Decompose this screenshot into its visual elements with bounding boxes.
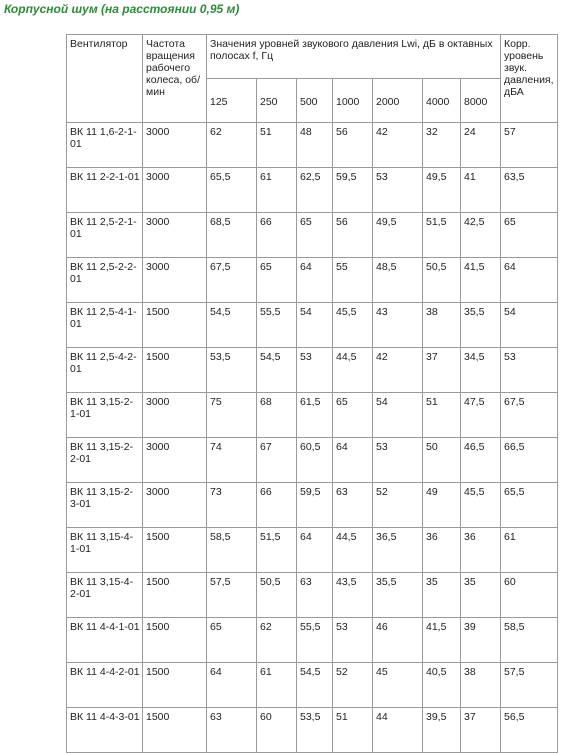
fan-model-cell: ВК 11 2,5-4-2-01 xyxy=(67,348,143,393)
level-cell: 53 xyxy=(297,348,333,393)
fan-model-cell: ВК 11 2,5-2-1-01 xyxy=(67,213,143,258)
level-cell: 47,5 xyxy=(461,393,501,438)
level-cell: 36,5 xyxy=(373,528,423,573)
dba-cell: 57,5 xyxy=(501,663,558,708)
level-cell: 41,5 xyxy=(461,258,501,303)
table-body xyxy=(67,123,558,753)
level-cell: 36 xyxy=(461,528,501,573)
noise-table xyxy=(66,34,558,753)
fan-model-cell: ВК 11 3,15-2-1-01 xyxy=(67,393,143,438)
level-cell: 65 xyxy=(257,258,297,303)
level-cell: 54,5 xyxy=(257,348,297,393)
header-freq: 500 xyxy=(297,79,333,123)
level-cell: 52 xyxy=(373,483,423,528)
level-cell: 51 xyxy=(257,123,297,168)
level-cell: 45,5 xyxy=(333,303,373,348)
level-cell: 53 xyxy=(373,168,423,213)
header-freq: 2000 xyxy=(373,79,423,123)
fan-model-cell: ВК 11 2,5-2-2-01 xyxy=(67,258,143,303)
level-cell: 44,5 xyxy=(333,348,373,393)
table-header xyxy=(67,35,558,123)
level-cell: 50,5 xyxy=(257,573,297,618)
level-cell: 54 xyxy=(297,303,333,348)
level-cell: 53,5 xyxy=(297,708,333,753)
level-cell: 49,5 xyxy=(423,168,461,213)
fan-model-cell: ВК 11 3,15-4-1-01 xyxy=(67,528,143,573)
level-cell: 53 xyxy=(333,618,373,663)
header-fan: Вентилятор xyxy=(67,35,143,123)
level-cell: 54,5 xyxy=(297,663,333,708)
dba-cell: 63,5 xyxy=(501,168,558,213)
fan-model-cell: ВК 11 4-4-3-01 xyxy=(67,708,143,753)
rpm-cell: 3000 xyxy=(143,123,207,168)
level-cell: 62,5 xyxy=(297,168,333,213)
level-cell: 60,5 xyxy=(297,438,333,483)
level-cell: 46 xyxy=(373,618,423,663)
dba-cell: 56,5 xyxy=(501,708,558,753)
table-row xyxy=(67,483,558,528)
level-cell: 65,5 xyxy=(207,168,257,213)
level-cell: 44,5 xyxy=(333,528,373,573)
level-cell: 42,5 xyxy=(461,213,501,258)
level-cell: 35 xyxy=(423,573,461,618)
level-cell: 74 xyxy=(207,438,257,483)
fan-model-cell: ВК 11 4-4-2-01 xyxy=(67,663,143,708)
level-cell: 65 xyxy=(297,213,333,258)
level-cell: 32 xyxy=(423,123,461,168)
dba-cell: 66,5 xyxy=(501,438,558,483)
level-cell: 37 xyxy=(423,348,461,393)
dba-cell: 65 xyxy=(501,213,558,258)
rpm-cell: 3000 xyxy=(143,393,207,438)
level-cell: 40,5 xyxy=(423,663,461,708)
level-cell: 49 xyxy=(423,483,461,528)
level-cell: 61 xyxy=(257,663,297,708)
level-cell: 36 xyxy=(423,528,461,573)
level-cell: 35,5 xyxy=(461,303,501,348)
dba-cell: 67,5 xyxy=(501,393,558,438)
level-cell: 66 xyxy=(257,213,297,258)
rpm-cell: 1500 xyxy=(143,618,207,663)
level-cell: 61,5 xyxy=(297,393,333,438)
header-levels: Значения уровней звукового давления Lwi, дБ в октавных полосах f, Гц xyxy=(207,35,501,79)
level-cell: 39,5 xyxy=(423,708,461,753)
level-cell: 65 xyxy=(333,393,373,438)
header-corrected: Корр. уровень звук. давления, дБА xyxy=(501,35,558,123)
rpm-cell: 3000 xyxy=(143,258,207,303)
rpm-cell: 3000 xyxy=(143,213,207,258)
header-freq: 4000 xyxy=(423,79,461,123)
level-cell: 48 xyxy=(297,123,333,168)
level-cell: 67,5 xyxy=(207,258,257,303)
page-title: Корпусной шум (на расстоянии 0,95 м) xyxy=(4,2,240,16)
level-cell: 53 xyxy=(373,438,423,483)
level-cell: 63 xyxy=(207,708,257,753)
table-row xyxy=(67,663,558,708)
rpm-cell: 1500 xyxy=(143,573,207,618)
table-row xyxy=(67,573,558,618)
table-row xyxy=(67,348,558,393)
level-cell: 38 xyxy=(461,663,501,708)
level-cell: 54 xyxy=(373,393,423,438)
table-row xyxy=(67,438,558,483)
level-cell: 68 xyxy=(257,393,297,438)
level-cell: 43,5 xyxy=(333,573,373,618)
level-cell: 75 xyxy=(207,393,257,438)
level-cell: 55,5 xyxy=(297,618,333,663)
level-cell: 51,5 xyxy=(423,213,461,258)
level-cell: 46,5 xyxy=(461,438,501,483)
level-cell: 34,5 xyxy=(461,348,501,393)
level-cell: 61 xyxy=(257,168,297,213)
level-cell: 48,5 xyxy=(373,258,423,303)
level-cell: 52 xyxy=(333,663,373,708)
level-cell: 41,5 xyxy=(423,618,461,663)
level-cell: 67 xyxy=(257,438,297,483)
level-cell: 42 xyxy=(373,123,423,168)
fan-model-cell: ВК 11 1,6-2-1-01 xyxy=(67,123,143,168)
rpm-cell: 1500 xyxy=(143,348,207,393)
level-cell: 56 xyxy=(333,213,373,258)
level-cell: 50,5 xyxy=(423,258,461,303)
level-cell: 45 xyxy=(373,663,423,708)
header-freq: 250 xyxy=(257,79,297,123)
level-cell: 43 xyxy=(373,303,423,348)
table-row xyxy=(67,708,558,753)
level-cell: 56 xyxy=(333,123,373,168)
level-cell: 62 xyxy=(257,618,297,663)
header-speed: Частота вращения рабочего колеса, об/мин xyxy=(143,35,207,123)
rpm-cell: 1500 xyxy=(143,528,207,573)
level-cell: 51,5 xyxy=(257,528,297,573)
level-cell: 59,5 xyxy=(333,168,373,213)
dba-cell: 54 xyxy=(501,303,558,348)
dba-cell: 60 xyxy=(501,573,558,618)
level-cell: 35 xyxy=(461,573,501,618)
level-cell: 24 xyxy=(461,123,501,168)
table-row xyxy=(67,618,558,663)
fan-model-cell: ВК 11 3,15-2-3-01 xyxy=(67,483,143,528)
dba-cell: 53 xyxy=(501,348,558,393)
dba-cell: 57 xyxy=(501,123,558,168)
table-row xyxy=(67,168,558,213)
fan-model-cell: ВК 11 3,15-4-2-01 xyxy=(67,573,143,618)
level-cell: 64 xyxy=(297,528,333,573)
level-cell: 55,5 xyxy=(257,303,297,348)
level-cell: 42 xyxy=(373,348,423,393)
dba-cell: 58,5 xyxy=(501,618,558,663)
rpm-cell: 3000 xyxy=(143,438,207,483)
level-cell: 62 xyxy=(207,123,257,168)
fan-model-cell: ВК 11 2,5-4-1-01 xyxy=(67,303,143,348)
level-cell: 51 xyxy=(423,393,461,438)
level-cell: 63 xyxy=(333,483,373,528)
level-cell: 51 xyxy=(333,708,373,753)
fan-model-cell: ВК 11 3,15-2-2-01 xyxy=(67,438,143,483)
fan-model-cell: ВК 11 2-2-1-01 xyxy=(67,168,143,213)
header-freq: 8000 xyxy=(461,79,501,123)
level-cell: 55 xyxy=(333,258,373,303)
level-cell: 63 xyxy=(297,573,333,618)
level-cell: 60 xyxy=(257,708,297,753)
level-cell: 64 xyxy=(333,438,373,483)
level-cell: 39 xyxy=(461,618,501,663)
table-row xyxy=(67,303,558,348)
table-row xyxy=(67,123,558,168)
level-cell: 44 xyxy=(373,708,423,753)
level-cell: 53,5 xyxy=(207,348,257,393)
table-row xyxy=(67,258,558,303)
level-cell: 64 xyxy=(297,258,333,303)
dba-cell: 65,5 xyxy=(501,483,558,528)
rpm-cell: 1500 xyxy=(143,303,207,348)
level-cell: 45,5 xyxy=(461,483,501,528)
level-cell: 49,5 xyxy=(373,213,423,258)
level-cell: 65 xyxy=(207,618,257,663)
level-cell: 58,5 xyxy=(207,528,257,573)
fan-model-cell: ВК 11 4-4-1-01 xyxy=(67,618,143,663)
level-cell: 66 xyxy=(257,483,297,528)
level-cell: 50 xyxy=(423,438,461,483)
table-row xyxy=(67,393,558,438)
level-cell: 68,5 xyxy=(207,213,257,258)
level-cell: 64 xyxy=(207,663,257,708)
level-cell: 54,5 xyxy=(207,303,257,348)
header-freq: 125 xyxy=(207,79,257,123)
header-row xyxy=(67,35,558,79)
level-cell: 35,5 xyxy=(373,573,423,618)
rpm-cell: 3000 xyxy=(143,168,207,213)
level-cell: 57,5 xyxy=(207,573,257,618)
level-cell: 37 xyxy=(461,708,501,753)
level-cell: 41 xyxy=(461,168,501,213)
header-freq: 1000 xyxy=(333,79,373,123)
rpm-cell: 1500 xyxy=(143,663,207,708)
table-row xyxy=(67,213,558,258)
level-cell: 73 xyxy=(207,483,257,528)
level-cell: 38 xyxy=(423,303,461,348)
rpm-cell: 1500 xyxy=(143,708,207,753)
rpm-cell: 3000 xyxy=(143,483,207,528)
dba-cell: 64 xyxy=(501,258,558,303)
table-row xyxy=(67,528,558,573)
dba-cell: 61 xyxy=(501,528,558,573)
level-cell: 59,5 xyxy=(297,483,333,528)
